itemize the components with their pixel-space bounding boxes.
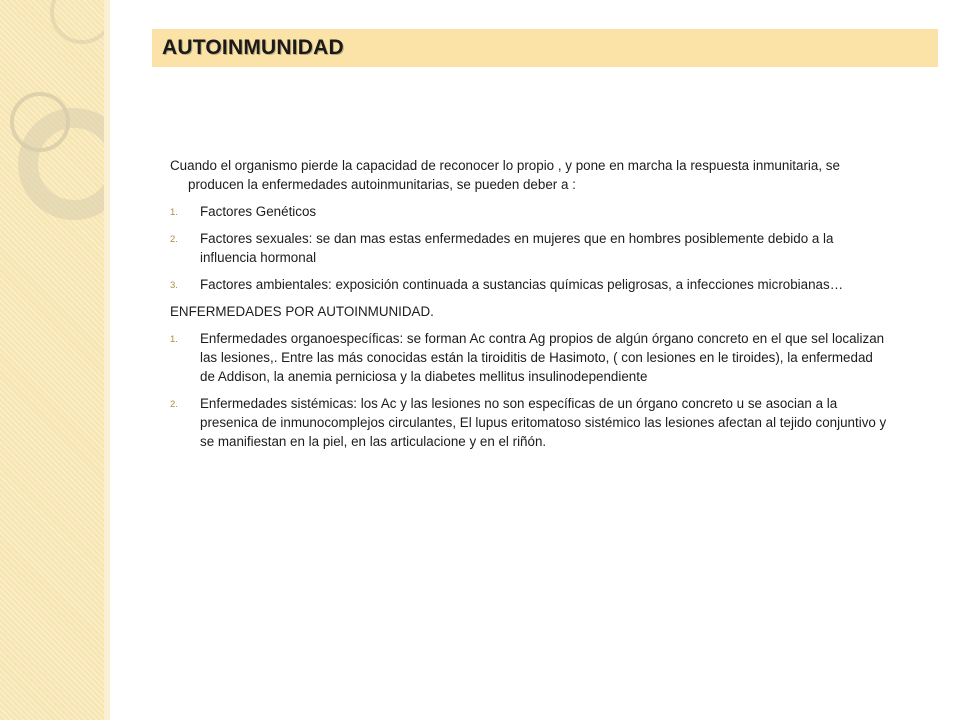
list-number: 2. bbox=[170, 399, 178, 410]
decorative-ring-top bbox=[50, 0, 106, 44]
slide-title: AUTOINMUNIDAD bbox=[162, 36, 344, 59]
disease-text: Enfermedades organoespecíficas: se forman Ac contra Ag propios de algún órgano concreto en el que sel localizan las lesiones,. Entre las más conocidas están la tiroiditis de Hasimoto, ( con lesiones en le tiroides), la enfermedad de Addison, la anemia perniciosa y la diabetes mellitus insulinodependiente bbox=[200, 331, 885, 384]
title-bar bbox=[152, 29, 938, 67]
slide-body bbox=[170, 156, 890, 459]
cause-item-environmental bbox=[170, 275, 890, 294]
sidebar-edge-stripe bbox=[104, 0, 110, 720]
cause-text: Factores sexuales: se dan mas estas enfermedades en mujeres que en hombres posiblemente debido a la influencia hormonal bbox=[200, 231, 834, 265]
decorative-sidebar bbox=[0, 0, 106, 720]
disease-item-organ-specific bbox=[170, 329, 890, 386]
cause-item-sexual bbox=[170, 229, 890, 267]
list-number: 3. bbox=[170, 280, 178, 291]
list-number: 1. bbox=[170, 334, 178, 345]
intro-paragraph: Cuando el organismo pierde la capacidad de reconocer lo propio , y pone en marcha la respuesta inmunitaria, se producen la enfermedades autoinmunitarias, se pueden deber a : bbox=[170, 158, 840, 192]
section-heading: ENFERMEDADES POR AUTOINMUNIDAD. bbox=[170, 304, 434, 319]
cause-item-genetic bbox=[170, 202, 890, 221]
disease-item-systemic bbox=[170, 394, 890, 451]
list-number: 1. bbox=[170, 207, 178, 218]
cause-text: Factores ambientales: exposición continuada a sustancias químicas peligrosas, a infecciones microbianas… bbox=[200, 277, 844, 292]
list-number: 2. bbox=[170, 234, 178, 245]
cause-text: Factores Genéticos bbox=[200, 204, 317, 219]
disease-text: Enfermedades sistémicas: los Ac y las lesiones no son específicas de un órgano concreto u se asocian a la presenica de inmunocomplejos circulantes, El lupus eritomatoso sistémico las lesiones afectan al tejido conjuntivo y se manifiestan en la piel, en las articulacione y en el riñón. bbox=[200, 396, 887, 449]
